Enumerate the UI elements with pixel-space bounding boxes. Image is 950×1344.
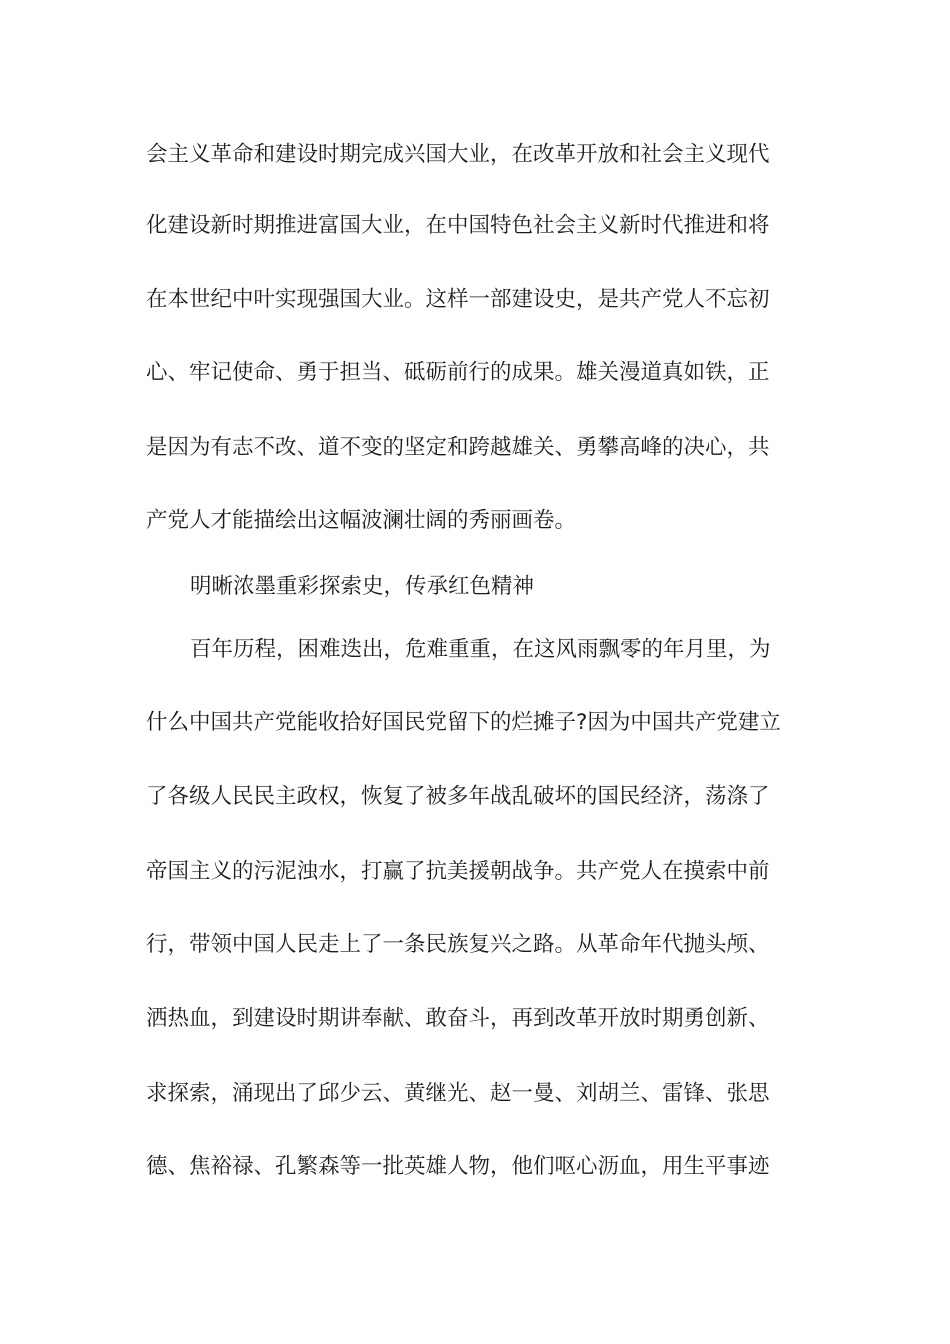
paragraph-line: 洒热血，到建设时期讲奉献、敢奋斗，再到改革开放时期勇创新、 <box>146 1006 770 1031</box>
paragraph-line: 会主义革命和建设时期完成兴国大业，在改革开放和社会主义现代 <box>146 142 770 167</box>
paragraph-line: 化建设新时期推进富国大业，在中国特色社会主义新时代推进和将 <box>146 213 770 238</box>
section-heading: 明晰浓墨重彩探索史，传承红色精神 <box>190 574 535 599</box>
paragraph-line: 在本世纪中叶实现强国大业。这样一部建设史，是共产党人不忘初 <box>146 287 770 312</box>
paragraph-line: 求探索，涌现出了邱少云、黄继光、赵一曼、刘胡兰、雷锋、张思 <box>146 1081 770 1106</box>
paragraph-line: 百年历程，困难迭出，危难重重，在这风雨飘零的年月里，为 <box>190 637 771 662</box>
paragraph-line: 德、焦裕禄、孔繁森等一批英雄人物，他们呕心沥血，用生平事迹 <box>146 1154 770 1179</box>
paragraph-line: 帝国主义的污泥浊水，打赢了抗美援朝战争。共产党人在摸索中前 <box>146 859 770 884</box>
paragraph-line: 了各级人民民主政权，恢复了被多年战乱破坏的国民经济，荡涤了 <box>146 784 770 809</box>
paragraph-line: 什么中国共产党能收拾好国民党留下的烂摊子?因为中国共产党建立 <box>146 710 781 735</box>
paragraph-line: 心、牢记使命、勇于担当、砥砺前行的成果。雄关漫道真如铁，正 <box>146 360 770 385</box>
paragraph-line: 是因为有志不改、道不变的坚定和跨越雄关、勇攀高峰的决心，共 <box>146 435 770 460</box>
paragraph-line: 行，带领中国人民走上了一条民族复兴之路。从革命年代抛头颅、 <box>146 932 770 957</box>
paragraph-line: 产党人才能描绘出这幅波澜壮阔的秀丽画卷。 <box>146 508 577 533</box>
